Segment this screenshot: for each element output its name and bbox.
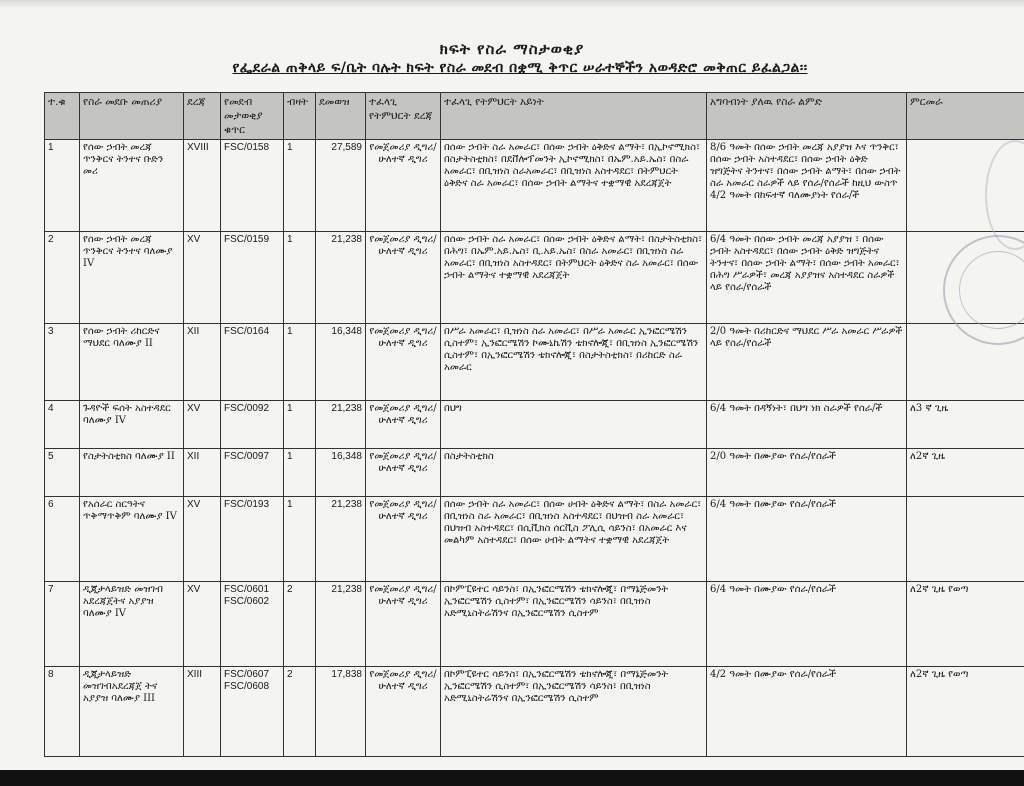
cell-no: 4 [45,401,80,449]
cell-code: FSC/0607 FSC/0608 [221,667,284,757]
cell-salary: 21,238 [316,497,366,582]
table-header-row [45,93,1024,140]
table-row [45,582,1024,667]
cell-code: FSC/0193 [221,497,284,582]
cell-experience: 8/6 ዓመት በሰው ኃብት መረጃ አያያዝ እና ጥንቅር፣ በሰው ኃብት አስተዳደር፣ በሰው ኃብት ዕቅድ ዝግጅትና ትንተና፣ በሰው ኃብት ልማት፣ በሰው ኃብት ስራ አመራር ስራዎች ላይ የሰራ/የሰራች ከዚህ ውስጥ 4/2 ዓመት በከፍተኛ ባለሙያነት የሰራ/ች [707,140,907,232]
cell-salary: 27,589 [316,140,366,232]
document-title: ክፍት የስራ ማስታወቂያ [439,40,585,58]
cell-no: 2 [45,232,80,324]
cell-code: FSC/0097 [221,449,284,497]
cell-code: FSC/0159 [221,232,284,324]
cell-title: የአሰራር ስርዓትና ጥቅማጥቅም ባለሙያ IV [80,497,184,582]
cell-note [907,497,1024,582]
cell-no: 6 [45,497,80,582]
cell-experience: 2/0 ዓመት በሙያው የሰራ/የሰራች [707,449,907,497]
cell-qty: 1 [284,140,316,232]
header-qualification: ተፈላጊ የትምህርት ደረጃ [366,93,441,140]
table-row [45,401,1024,449]
vacancy-table [44,92,1024,757]
cell-experience: 2/0 ዓመት በሪከርድና ማህደር ሥራ አመራር ሥራዎች ላይ የሰራ/የሰራች [707,324,907,401]
cell-title: የስታትስቲክስ ባለሙያ II [80,449,184,497]
cell-qualification: የመጀመሪያ ዲግሪ/ ሁለተኛ ዲግሪ [366,140,441,232]
cell-no: 8 [45,667,80,757]
cell-no: 7 [45,582,80,667]
cell-grade: XV [184,582,221,667]
header-salary: ደመወዝ [316,93,366,140]
cell-qty: 1 [284,324,316,401]
cell-qty: 2 [284,667,316,757]
cell-experience: 6/4 ዓመት በሙያው የሰራ/የሰራች [707,582,907,667]
cell-qualification: የመጀመሪያ ዲግሪ/ ሁለተኛ ዲግሪ [366,582,441,667]
cell-grade: XV [184,232,221,324]
cell-salary: 16,348 [316,324,366,401]
cell-qualification: የመጀመሪያ ዲግሪ/ ሁለተኛ ዲግሪ [366,449,441,497]
cell-note: ለ3 ኛ ጊዜ [907,401,1024,449]
cell-qty: 2 [284,582,316,667]
cell-experience: 6/4 ዓመት በሙያው የሰራ/የሰራች [707,497,907,582]
cell-title: ዲጂታላይዝድ መዝገብአደረጃጀ ትና አያያዝ ባለሙያ III [80,667,184,757]
cell-field: በሰው ኃብት ስራ አመራር፣ በሰው ሀብት ዕቅድና ልማት፣ በስራ አመራር፣ በቢዝነስ ስራ አመራር፣ በቢዝነስ አስተዳደር፣ በህዝብ ስራ አመራር፣ በህዝብ አስተዳደር፣ በሲቪክስ ሰርቪስ ፖሊሲ ሳይንስ፣ በአመራር እና መልካም አስተዳደር፣ በሰው ሀብት ልማትና ተቋማዊ አደረጃጀት [441,497,707,582]
cell-field: በስታትስቲክስ [441,449,707,497]
cell-qty: 1 [284,232,316,324]
cell-no: 5 [45,449,80,497]
cell-title: ጉዳዮች ፍሰት አስተዳደር ባለሙያ IV [80,401,184,449]
table-row [45,497,1024,582]
cell-title: የሰው ኃብት ሪከርድና ማህደር ባለሙያ II [80,324,184,401]
document-subtitle: የፌደራል ጠቅላይ ፍ/ቤት ባሉት ክፍት የስራ መደብ በቋሚ ቅጥር ሠራተኞችን አወዳድሮ መቅጠር ይፈልጋል፡፡ [232,60,808,76]
cell-note: ለ2ኛ ጊዜ [907,449,1024,497]
cell-note: ለ2ኛ ጊዜ የወጣ [907,582,1024,667]
cell-grade: XII [184,449,221,497]
cell-salary: 17,838 [316,667,366,757]
table-row [45,232,1024,324]
cell-title: የሰው ኃብት መረጃ ጥንቅርና ትንተና ባለሙያ IV [80,232,184,324]
header-code: የመደብ መታወቂያ ቁጥር [221,93,284,140]
page-edge-shadow [0,0,1024,8]
cell-code: FSC/0164 [221,324,284,401]
cell-field: በህግ [441,401,707,449]
cell-qty: 1 [284,449,316,497]
table-row [45,140,1024,232]
header-note: ምርመራ [907,93,1024,140]
cell-salary: 21,238 [316,232,366,324]
table-row [45,449,1024,497]
cell-experience: 6/4 ዓመት በሰው ኃብት መረጃ አያያዝ ፣ በሰው ኃብት አስተዳደር፣ በሰው ኃብት ዕቅድ ዝግጅትና ትንተና፣ በሰው ኃብት ልማት፣ በሰው ኃብት አመራር፣ በሕግ ሥራዎች፣ መረጃ አያያዝና አስተዳደር ስራዎች ላይ የሰራ/የሰራች [707,232,907,324]
cell-code: FSC/0092 [221,401,284,449]
cell-qualification: የመጀመሪያ ዲግሪ/ ሁለተኛ ዲግሪ [366,324,441,401]
header-experience: አግባብነት ያለዉ የስራ ልምድ [707,93,907,140]
header-no: ተ.ቁ [45,93,80,140]
table-row [45,324,1024,401]
header-grade: ደረጃ [184,93,221,140]
header-qty: ብዛት [284,93,316,140]
cell-grade: XIII [184,667,221,757]
header-field: ተፈላጊ የትምህርት አይነት [441,93,707,140]
cell-qualification: የመጀመሪያ ዲግሪ/ ሁለተኛ ዲግሪ [366,401,441,449]
cell-field: በሰው ኃብት ስራ አመራር፣ በሰው ኃብት ዕቅድና ልማት፣ በኢኮኖሚክስ፣ በስታትስቲክስ፣ በደቨሎፕመንት ኢኮኖሚክስ፣ በኤም.አይ.ኤስ፣ በስራ አመራር፣ በቢዝነስ ስራአመራር፣ በቢዝነስ አስተዳደር፣ በትምህርት ዕቅድና ስራ አመራር፣ በሰው ኃብት ልማትና ተቋማዊ አደረጃጀት [441,140,707,232]
cell-qty: 1 [284,401,316,449]
cell-qualification: የመጀመሪያ ዲግሪ/ ሁለተኛ ዲግሪ [366,497,441,582]
cell-grade: XII [184,324,221,401]
cell-qty: 1 [284,497,316,582]
cell-title: የሰው ኃብት መረጃ ጥንቅርና ትንተና ቡድን መሪ [80,140,184,232]
cell-experience: 6/4 ዓመት በዳኝነት፣ በህግ ነክ ስራዎች የሰራ/ች [707,401,907,449]
cell-note: ለ2ኛ ጊዜ የወጣ [907,667,1024,757]
cell-code: FSC/0601 FSC/0602 [221,582,284,667]
cell-salary: 21,238 [316,582,366,667]
cell-code: FSC/0158 [221,140,284,232]
table-row [45,667,1024,757]
cell-field: በሥራ አመራር፣ ቢዝነስ ስራ አመራር፣ በሥራ አመራር ኢንፎርሜሽን ሲስተም፣ ኢንፎርሜሽን ኮሙኒኬሽን ቴክኖሎጂ፣ በቢዝነስ ኢንፎርሜሽን ሲስተም፣ በኢንፎርሜሽን ቴክኖሎጂ፣ በስታትስቲክስ፣ በሪከርድ ስራ አመራር [441,324,707,401]
cell-qualification: የመጀመሪያ ዲግሪ/ ሁለተኛ ዲግሪ [366,667,441,757]
seal-inner-ring [959,251,1024,329]
cell-title: ዲጂታላይዝድ መዝገብ አደረጃጀትና አያያዝ ባለሙያ IV [80,582,184,667]
cell-field: በሰው ኃብት ስራ አመራር፣ በሰው ኃብት ዕቅድና ልማት፣ በስታትስቲክስ፣ በሕግ፣ በኤም.አይ.ኤስ፣ ቢ.አይ.ኤስ፣ በስራ አመራር፣ በቢዝነስ ስራ አመራር፣ በቢዝነስ አስተዳደር፣ በትምህርት ዕቅድና ስራ አመራር፣ በሰው ኃብት ልማትና ተቋማዊ አደረጃጀት [441,232,707,324]
scan-bottom-border [0,770,1024,786]
cell-experience: 4/2 ዓመት በሙያው የሰራ/የሰራች [707,667,907,757]
cell-field: በኮምፒዩተር ሳይንስ፣ በኢንፎርሜሽን ቴክኖሎጂ፣ በማኔጅመንት ኢንፎርሜሽን ሲስተም፣ በኢንፎርሜሽን ሳይንስ፣ በቢዝነስ አድሚኒስትሬሽንና በኢንፎርሜሽን ሲስተም [441,667,707,757]
cell-salary: 21,238 [316,401,366,449]
cell-no: 3 [45,324,80,401]
cell-grade: XVIII [184,140,221,232]
cell-grade: XV [184,497,221,582]
header-title: የስራ መደቡ መጠሪያ [80,93,184,140]
cell-salary: 16,348 [316,449,366,497]
cell-field: በኮምፒዩተር ሳይንስ፣ በኢንፎርሜሽን ቴክኖሎጂ፣ በማኔጅመንት ኢንፎርሜሽን ሲስተም፣ በኢንፎርሜሽን ሳይንስ፣ በቢዝነስ አድሚኒስትሬሽንና በኢንፎርሜሽን ሲስተም [441,582,707,667]
cell-grade: XV [184,401,221,449]
cell-qualification: የመጀመሪያ ዲግሪ/ ሁለተኛ ዲግሪ [366,232,441,324]
cell-no: 1 [45,140,80,232]
